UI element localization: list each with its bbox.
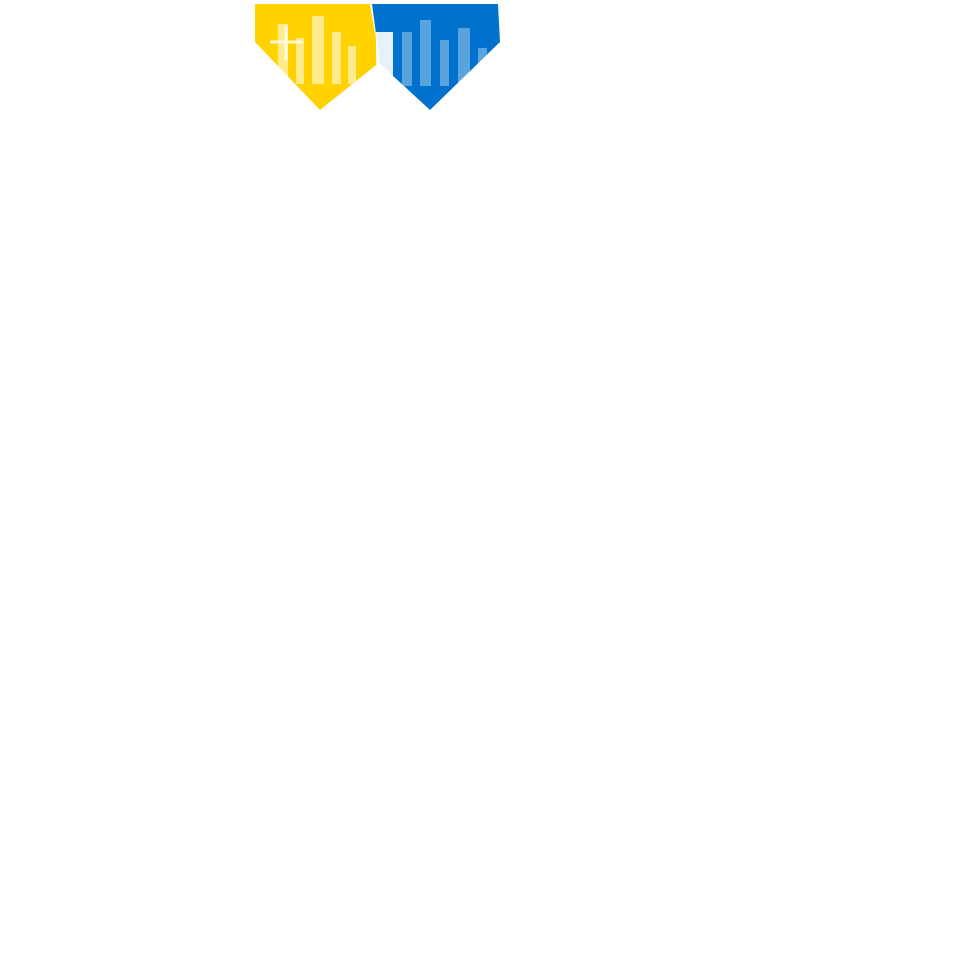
- page-title: [0, 118, 960, 132]
- smash-logo-icon: [250, 2, 510, 112]
- header-logo-block: [0, 0, 960, 118]
